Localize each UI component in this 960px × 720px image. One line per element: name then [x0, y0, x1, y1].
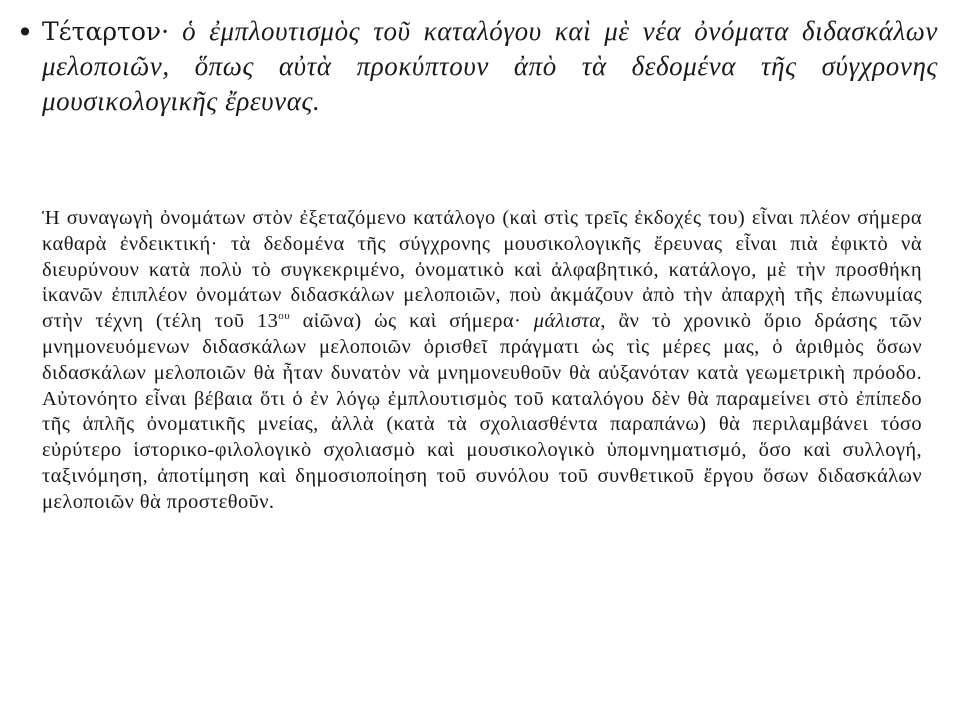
- paragraph-part-1: Ἡ συναγωγὴ ὀνομάτων στὸν ἐξεταζόμενο κατάλογο (καὶ στὶς τρεῖς ἐκδοχές του) εἶναι πλέον σήμερα καθαρὰ ἐνδεικτική· τὰ δεδομένα τῆς σύγχρονης μουσικολογικῆς ἔρευνας εἶναι πιὰ ἐφικτὸ νὰ διευρύνουν κατὰ πολὺ τὸ συγκεκριμένο, ὀνοματικὸ καὶ ἀλφαβητικό, κατάλογο, μὲ τὴν προσθήκη ἱκανῶν ἐπιπλέον ὀνομάτων διδασκάλων μελοποιῶν, ποὺ ἀκμάζουν ἀπὸ τὴν ἀπαρχὴ τῆς ἐπωνυμίας στὴν τέχνη (τέλη τοῦ 13: [42, 207, 922, 333]
- body-paragraph: [42, 206, 922, 516]
- bullet-marker: •: [16, 16, 34, 49]
- bullet-rest: ὁ ἐμπλουτισμὸς τοῦ καταλόγου καὶ μὲ νέα ὀνόματα διδασκάλων μελοποιῶν, ὅπως αὐτὰ προκύπτουν ἀπὸ τὰ δεδομένα τῆς σύγχρονης μουσικολογικῆς ἔρευνας.: [42, 16, 938, 116]
- century-superscript: ου: [278, 310, 291, 323]
- bullet-text: [42, 14, 938, 119]
- bullet-point: [8, 14, 938, 119]
- paragraph-emphasis: μάλιστα: [533, 310, 601, 333]
- bullet-lead: Τέταρτον·: [42, 17, 170, 46]
- paragraph-part-3: , ἂν τὸ χρονικὸ ὅριο δράσης τῶν μνημονευόμενων διδασκάλων μελοποιῶν ὁρισθεῖ πράγματι ὡς τὶς μέρες μας, ὁ ἀριθμὸς ὅσων διδασκάλων μελοποιῶν θὰ ἦταν δυνατὸν νὰ μνημονευθοῦν θὰ αὐξανόταν κατὰ γεωμετρικὴ πρόοδο. Αὐτονόητο εἶναι βέβαια ὅτι ὁ ἐν λόγῳ ἐμπλουτισμὸς τοῦ καταλόγου δὲν θὰ παραμείνει στὸ ἐπίπεδο τῆς ἁπλῆς ὀνοματικῆς μνείας, ἀλλὰ (κατὰ τὰ σχολιασθέντα παραπάνω) θὰ περιλαμβάνει τόσο εὐρύτερο ἱστορικο-φιλολογικὸ σχολιασμὸ καὶ μουσικολογικὸ ὑπομνηματισμό, ὅσο καὶ συλλογή, ταξινόμηση, ἀποτίμηση καὶ δημοσιοποίηση τοῦ συνόλου τοῦ συνθετικοῦ ἔργου ὅσων διδασκάλων μελοποιῶν θὰ προστεθοῦν.: [42, 310, 922, 513]
- paragraph-part-2: αἰῶνα) ὡς καὶ σήμερα·: [290, 310, 534, 333]
